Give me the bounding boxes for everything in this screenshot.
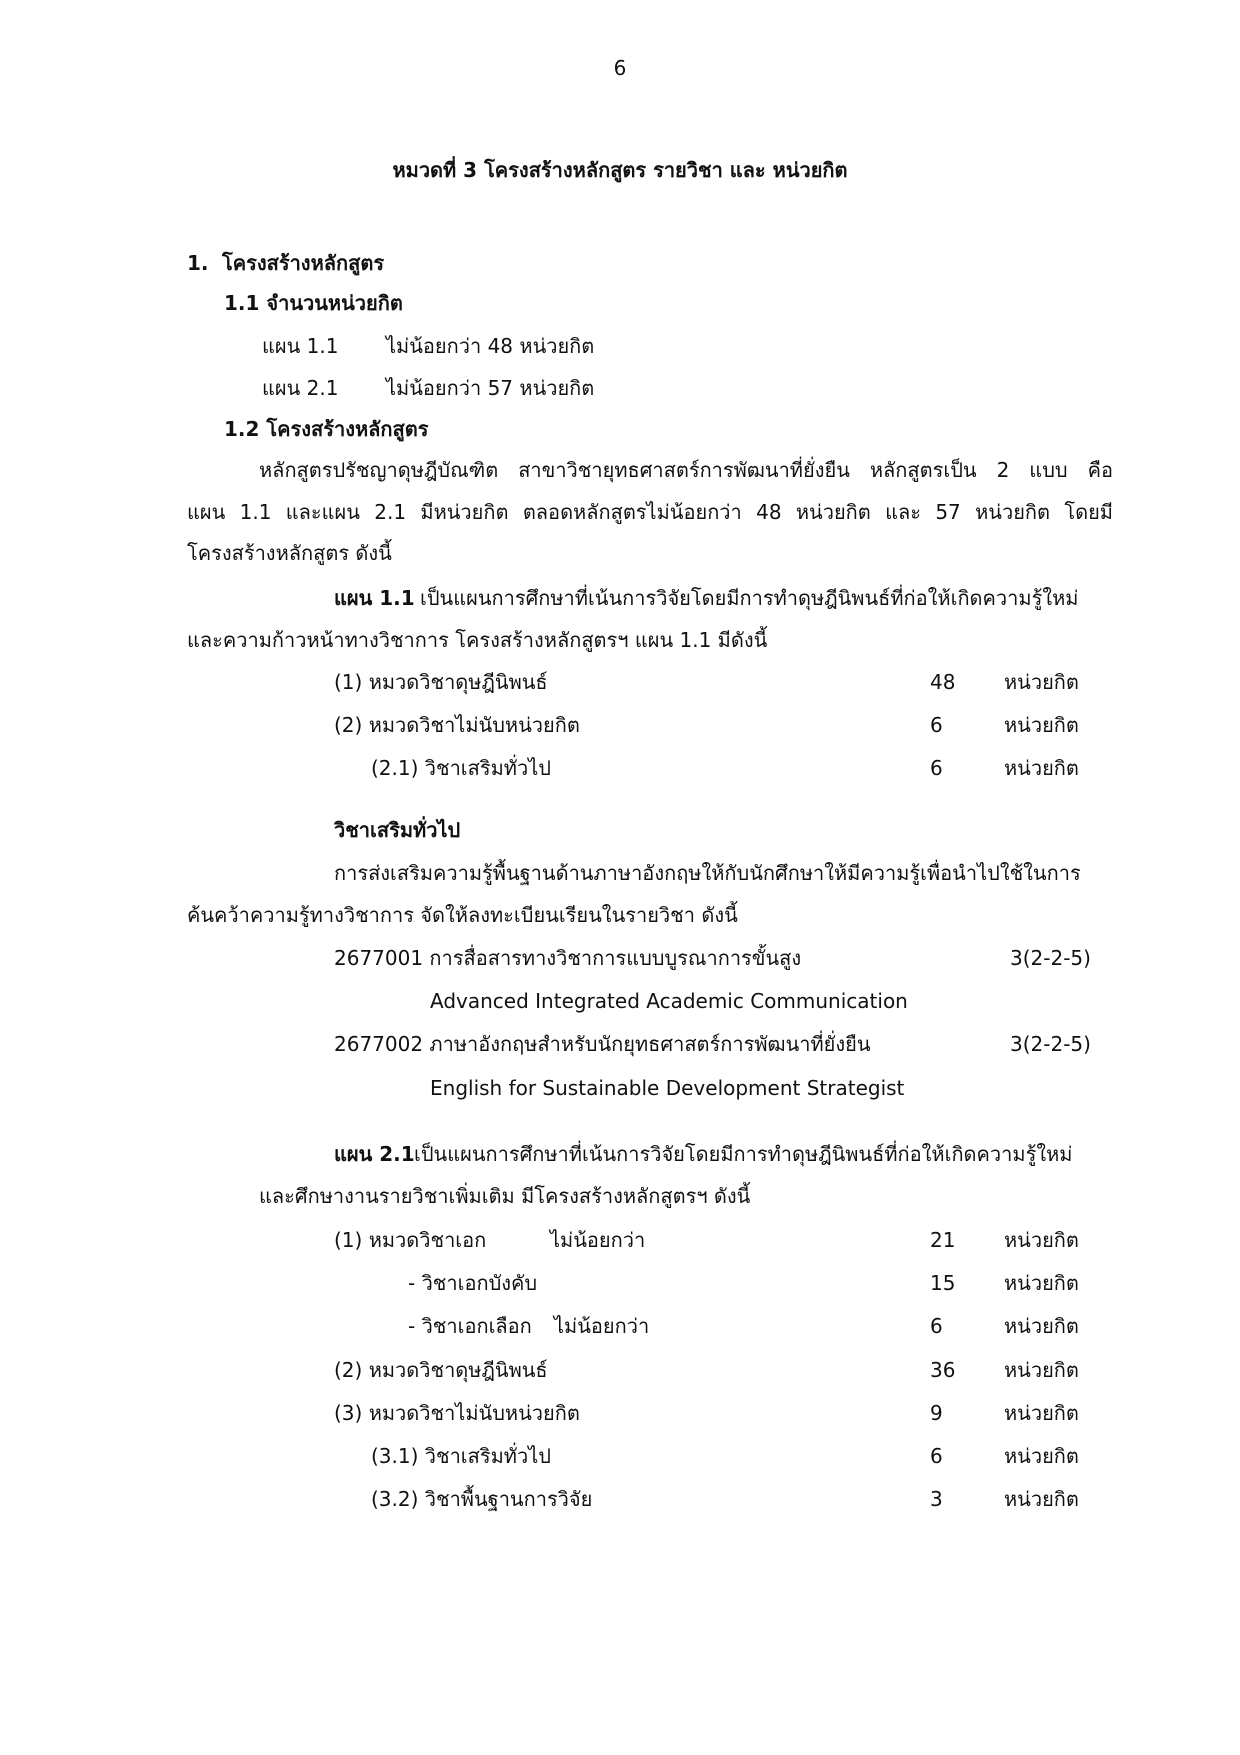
page-number: 6: [613, 56, 627, 80]
intro-paragraph-line: [0, 450, 1240, 490]
row-value: 6: [930, 713, 943, 737]
structure-row: [0, 1306, 1240, 1346]
plan-name: แผน 1.1: [262, 334, 339, 358]
intro-paragraph-line: [0, 533, 1240, 573]
subsection-title: 1.1 จำนวนหน่วยกิต: [224, 291, 403, 315]
intro-text: โครงสร้างหลักสูตร ดังนี้: [187, 541, 392, 565]
row-value: 15: [930, 1271, 956, 1295]
plan-11-desc: และความก้าวหน้าทางวิชาการ โครงสร้างหลักสูตรฯ แผน 1.1 มีดังนี้: [187, 628, 768, 652]
intro-text: หลักสูตรปรัชญาดุษฎีบัณฑิต สาขาวิชายุทธศาสตร์การพัฒนาที่ยั่งยืน หลักสูตรเป็น 2 แบบ คือ: [259, 458, 1113, 482]
structure-row: [0, 705, 1240, 745]
structure-row: [0, 748, 1240, 788]
row-value: 48: [930, 670, 956, 694]
plan-11-label: แผน 1.1: [334, 586, 415, 610]
intro-paragraph-line: [0, 492, 1240, 532]
row-label: (3.2) วิชาพื้นฐานการวิจัย: [371, 1487, 593, 1511]
general-description-cont: [0, 895, 1240, 935]
course-english-row: [0, 1068, 1240, 1108]
structure-row: [0, 1479, 1240, 1519]
plan-21-label: แผน 2.1: [334, 1142, 415, 1166]
plan-credit-line: [0, 368, 1240, 408]
plan-11-description: [0, 578, 1240, 618]
section-number: 1.: [187, 251, 209, 275]
course-code-title: 2677002 ภาษาอังกฤษสำหรับนักยุทธศาสตร์การพัฒนาที่ยั่งยืน: [334, 1032, 871, 1056]
row-value: 9: [930, 1401, 943, 1425]
general-courses-heading: [0, 810, 1240, 850]
plan-credit-value: ไม่น้อยกว่า 57 หน่วยกิต: [386, 376, 595, 400]
row-qualifier: ไม่น้อยกว่า: [550, 1228, 646, 1252]
course-credits: 3(2-2-5): [1010, 1032, 1091, 1056]
subsection-heading-credits: [0, 283, 1240, 323]
row-unit: หน่วยกิต: [1004, 713, 1079, 737]
structure-row: [0, 1263, 1240, 1303]
course-english-title: English for Sustainable Development Strategist: [430, 1076, 905, 1100]
row-value: 6: [930, 1314, 943, 1338]
course-english-row: [0, 981, 1240, 1021]
row-value: 36: [930, 1358, 956, 1382]
row-label: (2) หมวดวิชาไม่นับหน่วยกิต: [334, 713, 580, 737]
plan-21-description: [0, 1134, 1240, 1174]
plan-11-desc: เป็นแผนการศึกษาที่เน้นการวิจัยโดยมีการทำดุษฎีนิพนธ์ที่ก่อให้เกิดความรู้ใหม่: [420, 586, 1079, 610]
course-credits: 3(2-2-5): [1010, 946, 1091, 970]
row-label: (1) หมวดวิชาดุษฎีนิพนธ์: [334, 670, 548, 694]
course-row: [0, 938, 1240, 978]
plan-name: แผน 2.1: [262, 376, 339, 400]
section-title: โครงสร้างหลักสูตร: [222, 251, 385, 275]
structure-row: [0, 1436, 1240, 1476]
structure-row: [0, 662, 1240, 702]
row-unit: หน่วยกิต: [1004, 1271, 1079, 1295]
row-label: (2) หมวดวิชาดุษฎีนิพนธ์: [334, 1358, 548, 1382]
structure-row: [0, 1350, 1240, 1390]
row-label: - วิชาเอกบังคับ: [408, 1271, 538, 1295]
row-label: (2.1) วิชาเสริมทั่วไป: [371, 756, 551, 780]
plan-credit-value: ไม่น้อยกว่า 48 หน่วยกิต: [386, 334, 595, 358]
row-label: (3.1) วิชาเสริมทั่วไป: [371, 1444, 551, 1468]
row-unit: หน่วยกิต: [1004, 1228, 1079, 1252]
row-value: 6: [930, 1444, 943, 1468]
row-label: (3) หมวดวิชาไม่นับหน่วยกิต: [334, 1401, 580, 1425]
plan-11-description-cont: [0, 620, 1240, 660]
row-unit: หน่วยกิต: [1004, 756, 1079, 780]
general-heading: วิชาเสริมทั่วไป: [334, 818, 461, 842]
structure-row: [0, 1220, 1240, 1260]
structure-row: [0, 1393, 1240, 1433]
plan-21-desc: และศึกษางานรายวิชาเพิ่มเติม มีโครงสร้างหลักสูตรฯ ดังนี้: [259, 1184, 751, 1208]
course-row: [0, 1024, 1240, 1064]
row-label: - วิชาเอกเลือก: [408, 1314, 532, 1338]
row-unit: หน่วยกิต: [1004, 1314, 1079, 1338]
plan-21-desc: เป็นแผนการศึกษาที่เน้นการวิจัยโดยมีการทำดุษฎีนิพนธ์ที่ก่อให้เกิดความรู้ใหม่: [414, 1142, 1073, 1166]
row-qualifier: ไม่น้อยกว่า: [554, 1314, 650, 1338]
course-english-title: Advanced Integrated Academic Communication: [430, 989, 908, 1013]
row-value: 21: [930, 1228, 956, 1252]
plan-21-description-cont: [0, 1176, 1240, 1216]
plan-credit-line: [0, 326, 1240, 366]
intro-text: แผน 1.1 และแผน 2.1 มีหน่วยกิต ตลอดหลักสูตรไม่น้อยกว่า 48 หน่วยกิต และ 57 หน่วยกิต โดยมี: [187, 500, 1113, 524]
subsection-heading-structure: [0, 409, 1240, 449]
course-code-title: 2677001 การสื่อสารทางวิชาการแบบบูรณาการขั้นสูง: [334, 946, 802, 970]
row-unit: หน่วยกิต: [1004, 1487, 1079, 1511]
chapter-title-line: [0, 150, 1240, 190]
general-desc: การส่งเสริมความรู้พื้นฐานด้านภาษาอังกฤษให้กับนักศึกษาให้มีความรู้เพื่อนำไปใช้ในการ: [334, 861, 1081, 885]
general-description: [0, 853, 1240, 893]
row-value: 6: [930, 756, 943, 780]
row-unit: หน่วยกิต: [1004, 1358, 1079, 1382]
section-heading: [0, 243, 1240, 283]
row-value: 3: [930, 1487, 943, 1511]
row-label: (1) หมวดวิชาเอก: [334, 1228, 487, 1252]
row-unit: หน่วยกิต: [1004, 670, 1079, 694]
row-unit: หน่วยกิต: [1004, 1444, 1079, 1468]
chapter-title: หมวดที่ 3 โครงสร้างหลักสูตร รายวิชา และ หน่วยกิต: [392, 158, 848, 182]
page-number-line: [0, 48, 1240, 88]
general-desc: ค้นคว้าความรู้ทางวิชาการ จัดให้ลงทะเบียนเรียนในรายวิชา ดังนี้: [187, 903, 738, 927]
row-unit: หน่วยกิต: [1004, 1401, 1079, 1425]
subsection-title: 1.2 โครงสร้างหลักสูตร: [224, 417, 429, 441]
